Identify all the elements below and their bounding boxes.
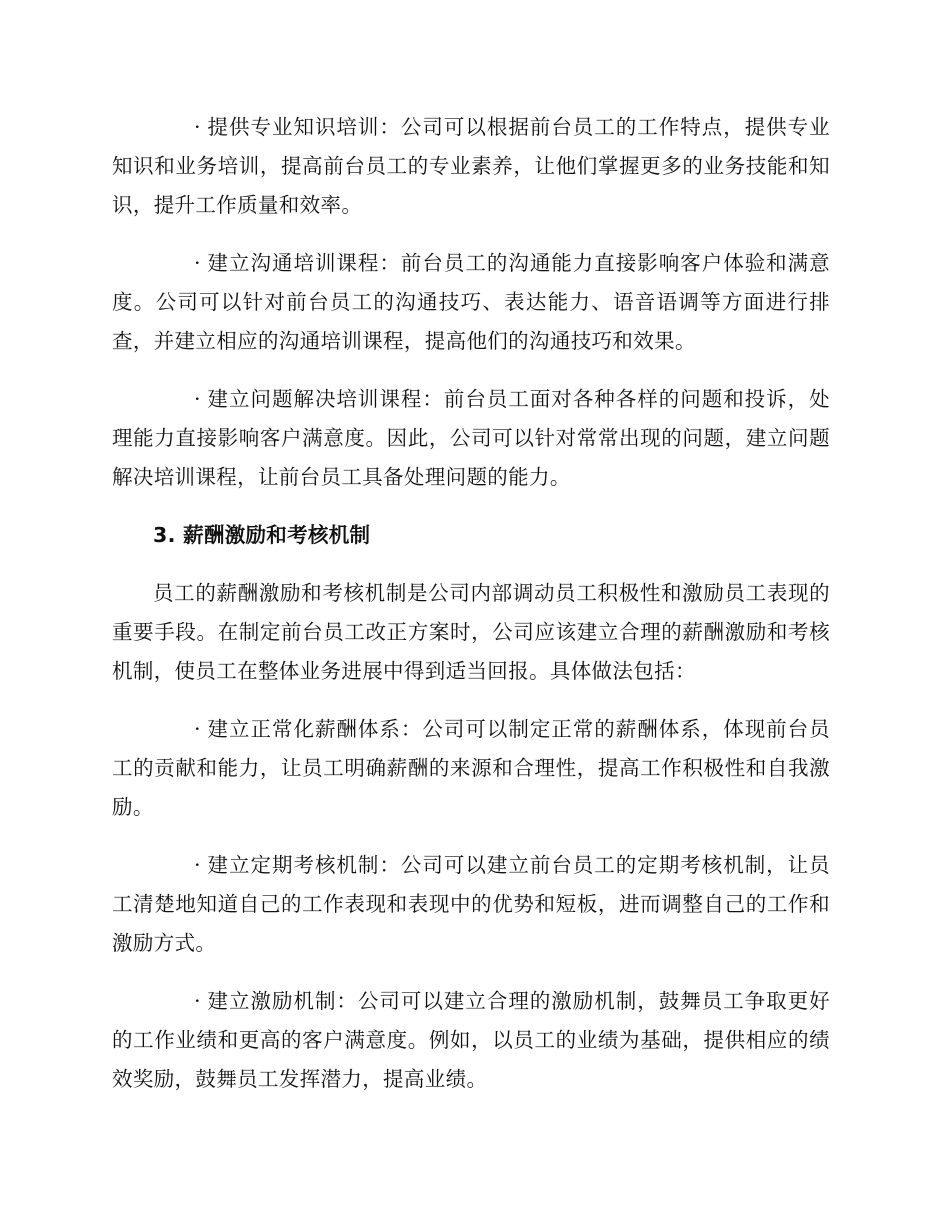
bullet-paragraph (112, 710, 830, 827)
bullet-mark: · (194, 251, 201, 275)
bullet-paragraph (112, 380, 830, 497)
bullet-text: 前台员工的沟通能力直接影响客户体验和满意度。公司可以针对前台员工的沟通技巧、表达能力、语音语调等方面进行排查，并建立相应的沟通培训课程，提高他们的沟通技巧和效果。 (112, 251, 831, 353)
bullet-mark: · (194, 115, 201, 139)
bullet-title: 建立正常化薪酬体系： (206, 717, 423, 741)
bullet-mark: · (194, 717, 201, 741)
bullet-title: 建立激励机制： (206, 989, 358, 1013)
bullet-title: 建立定期考核机制： (206, 853, 401, 877)
bullet-text: 公司可以制定正常的薪酬体系，体现前台员工的贡献和能力，让员工明确薪酬的来源和合理性，提高工作积极性和自我激励。 (112, 717, 831, 819)
bullet-mark: · (194, 387, 201, 411)
bullet-text: 公司可以建立前台员工的定期考核机制，让员工清楚地知道自己的工作表现和表现中的优势和短板，进而调整自己的工作和激励方式。 (112, 853, 831, 955)
bullet-title: 建立沟通培训课程： (206, 251, 401, 275)
bullet-mark: · (194, 853, 201, 877)
bullet-text: 公司可以根据前台员工的工作特点，提供专业知识和业务培训，提高前台员工的专业素养，让他们掌握更多的业务技能和知识，提升工作质量和效率。 (112, 115, 831, 217)
section-heading: 3. 薪酬激励和考核机制 (153, 523, 371, 547)
bullet-paragraph (112, 982, 830, 1099)
bullet-mark: · (194, 989, 201, 1013)
bullet-paragraph (112, 108, 830, 225)
bullet-title: 提供专业知识培训： (206, 115, 401, 139)
bullet-paragraph (112, 846, 830, 963)
bullet-title: 建立问题解决培训课程： (206, 387, 444, 411)
bullet-text: 公司可以建立合理的激励机制，鼓舞员工争取更好的工作业绩和更高的客户满意度。例如，以员工的业绩为基础，提供相应的绩效奖励，鼓舞员工发挥潜力，提高业绩。 (112, 989, 830, 1091)
section-intro-paragraph: 员工的薪酬激励和考核机制是公司内部调动员工积极性和激励员工表现的重要手段。在制定前台员工改正方案时，公司应该建立合理的薪酬激励和考核机制，使员工在整体业务进展中得到适当回报。具体做法包括： (112, 581, 830, 683)
document-page (112, 108, 830, 1118)
bullet-text: 前台员工面对各种各样的问题和投诉，处理能力直接影响客户满意度。因此，公司可以针对常常出现的问题，建立问题解决培训课程，让前台员工具备处理问题的能力。 (112, 387, 830, 489)
bullet-paragraph (112, 244, 830, 361)
